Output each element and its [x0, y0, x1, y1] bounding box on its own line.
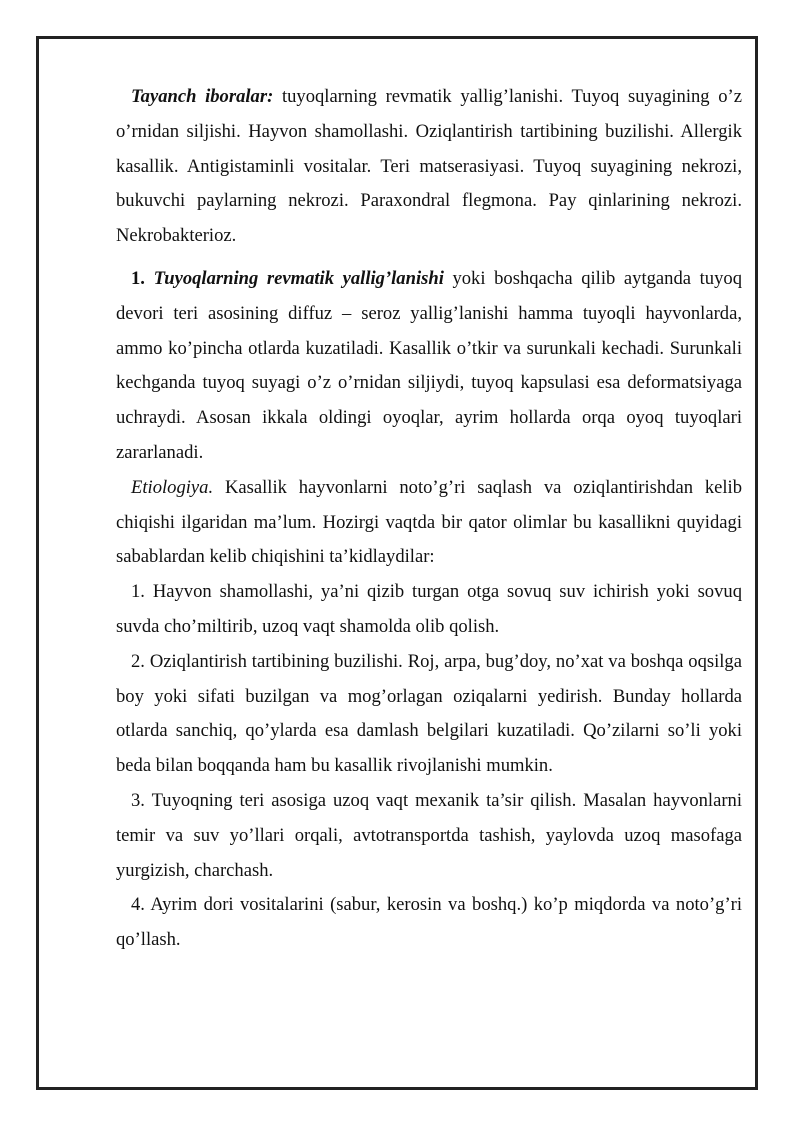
cause-item-3: 3. Tuyoqning teri asosiga uzoq vaqt mexanik ta’sir qilish. Masalan hayvonlarni temir va suv yo’llari orqali, avtotransportda tashish, yaylovda uzoq masofaga yurgizish, charchash. — [116, 789, 742, 881]
keyterms-paragraph — [116, 80, 742, 254]
section-1-text: yoki boshqacha qilib aytganda tuyoq devori teri asosining diffuz – seroz yallig’lanishi hamma tuyoqli hayvonlarda, ammo ko’pincha otlarda kuzatiladi. Kasallik o’tkir va surunkali kechadi. Surunkali kechganda tuyoq suyagi o’z o’rnidan siljiydi, tuyoq kapsulasi esa deformatsiyaga uchraydi. Asosan ikkala oldingi oyoqlar, ayrim hollarda orqa oyoq tuyoqlari zararlanadi. — [116, 267, 742, 463]
cause-item-2: 2. Oziqlantirish tartibining buzilishi. Roj, arpa, bug’doy, no’xat va boshqa oqsilga boy yoki sifati buzilgan va mog’orlagan oziqalarni yedirish. Bunday hollarda otlarda sanchiq, qo’ylarda esa damlash belgilari kuzatiladi. Qo’zilarni so’li yoki beda bilan boqqanda ham bu kasallik rivojlanishi mumkin. — [116, 650, 742, 777]
etiology-text: Kasallik hayvonlarni noto’g’ri saqlash va oziqlantirishdan kelib chiqishi ilgaridan ma’lum. Hozirgi vaqtda bir qator olimlar bu kasallikni quyidagi sabablardan kelib chiqishini ta’kidlaydilar: — [116, 476, 742, 568]
section-1-paragraph — [116, 262, 742, 471]
keyterms-label: Tayanch iboralar: — [131, 86, 274, 107]
keyterms-text: tuyoqlarning revmatik yallig’lanishi. Tuyoq suyagining o’z o’rnidan siljishi. Hayvon shamollashi. Oziqlantirish tartibining buzilishi. Allergik kasallik. Antigistaminli vositalar. Teri matserasiyasi. Tuyoq suyagining nekrozi, bukuvchi paylarning nekrozi. Paraxondral flegmona. Pay qinlarining nekrozi. Nekrobakterioz. — [116, 86, 742, 247]
etiology-paragraph — [116, 471, 742, 575]
etiology-label: Etiologiya. — [131, 476, 214, 498]
section-1-number: 1. — [131, 267, 145, 289]
page-content — [116, 80, 742, 958]
cause-item-1: 1. Hayvon shamollashi, ya’ni qizib turgan otga sovuq suv ichirish yoki sovuq suvda cho’miltirib, uzoq vaqt shamolda olib qolish. — [116, 581, 742, 637]
section-1-title: Tuyoqlarning revmatik yallig’lanishi — [153, 267, 444, 289]
cause-item-4: 4. Ayrim dori vositalarini (sabur, kerosin va boshq.) ko’p miqdorda va noto’g’ri qo’llash. — [116, 894, 742, 951]
